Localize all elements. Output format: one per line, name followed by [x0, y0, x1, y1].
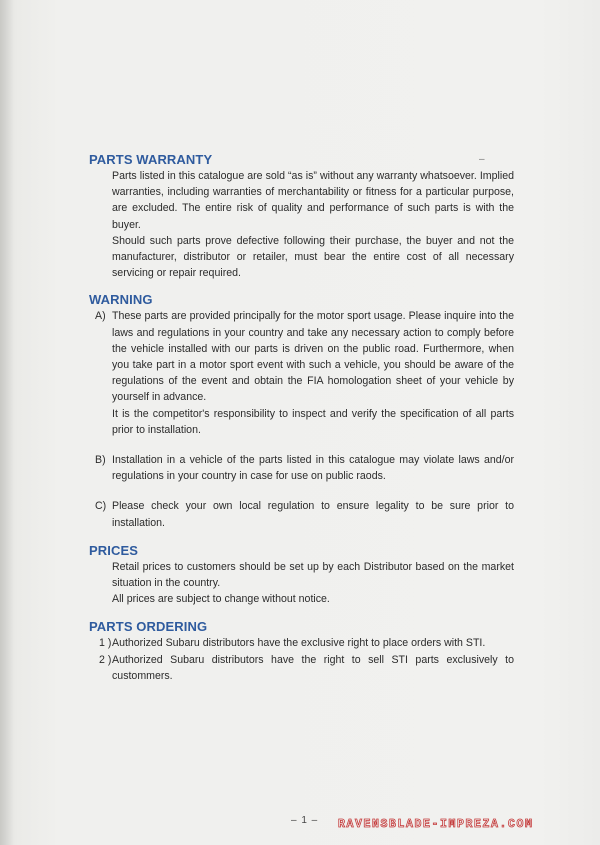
warning-section [89, 292, 514, 530]
ordering-item-1 [89, 635, 514, 651]
site-watermark: RAVENSBLADE-IMPREZA.COM [338, 818, 534, 831]
parts-ordering-section [89, 619, 514, 684]
parts-warranty-section [89, 152, 514, 281]
prices-heading: PRICES [89, 542, 139, 558]
warranty-paragraph: Should such parts prove defective following their purchase, the buyer and not the manufacturer, distributor or retailer, must bear the entire cost of all necessary servicing or repair required. [112, 234, 514, 280]
prices-paragraph: Retail prices to customers should be set up by each Distributor based on the market situation in the country. [112, 560, 514, 590]
warning-paragraph: Installation in a vehicle of the parts listed in this catalogue may violate laws and/or regulations in your country in case for use on public raods. [112, 454, 514, 483]
binding-shadow [0, 0, 14, 845]
ordering-item-text: Authorized Subaru distributors have the exclusive right to place orders with STI. [112, 637, 486, 650]
warning-item-body [112, 498, 514, 530]
warning-paragraph: Please check your own local regulation to ensure legality to be sure prior to installation. [112, 500, 514, 529]
parts-ordering-heading: PARTS ORDERING [89, 619, 208, 635]
ordering-item-text: Authorized Subaru distributors have the right to sell STI parts exclusively to custommers. [112, 653, 514, 682]
warning-item-c [89, 498, 514, 530]
dash-mark: – [479, 154, 485, 165]
warranty-paragraph: Parts listed in this catalogue are sold “as is” without any warranty whatsoever. Implied warranties, including warranties of merchantability or fitness for a particular purpose, are excluded. The entire risk of quality and performance of such parts is with the buyer. [112, 170, 514, 231]
warning-item-b [89, 452, 514, 484]
parts-warranty-heading: PARTS WARRANTY [89, 152, 213, 167]
prices-section [89, 543, 514, 608]
list-marker: A) [95, 310, 106, 323]
ordering-item-2 [89, 652, 514, 684]
warning-paragraph: It is the competitor's responsibility to inspect and verify the specification of all parts prior to installation. [112, 407, 514, 436]
prices-paragraph: All prices are subject to change without notice. [112, 593, 330, 606]
warning-paragraph: These parts are provided principally for the motor sport usage. Please inquire into the laws and regulations in your country and take any necessary action to comply before the vehicle installed with our parts is driven on the public road. Furthermore, when you take part in a motor sport event with such a vehicle, you should be aware of the regulations of the event and obtain the FIA homologation sheet of your vehicle by yourself in advance. [112, 310, 514, 404]
page-number: – 1 – [291, 815, 319, 826]
warning-heading: WARNING [89, 292, 153, 308]
list-marker: B) [95, 454, 106, 467]
warning-item-a [89, 308, 514, 438]
page-content [89, 152, 514, 684]
list-marker: 1 ) [99, 637, 112, 650]
warning-item-body [112, 452, 514, 484]
list-marker: C) [95, 500, 107, 513]
list-marker: 2 ) [99, 653, 112, 666]
warning-item-body [112, 308, 514, 438]
